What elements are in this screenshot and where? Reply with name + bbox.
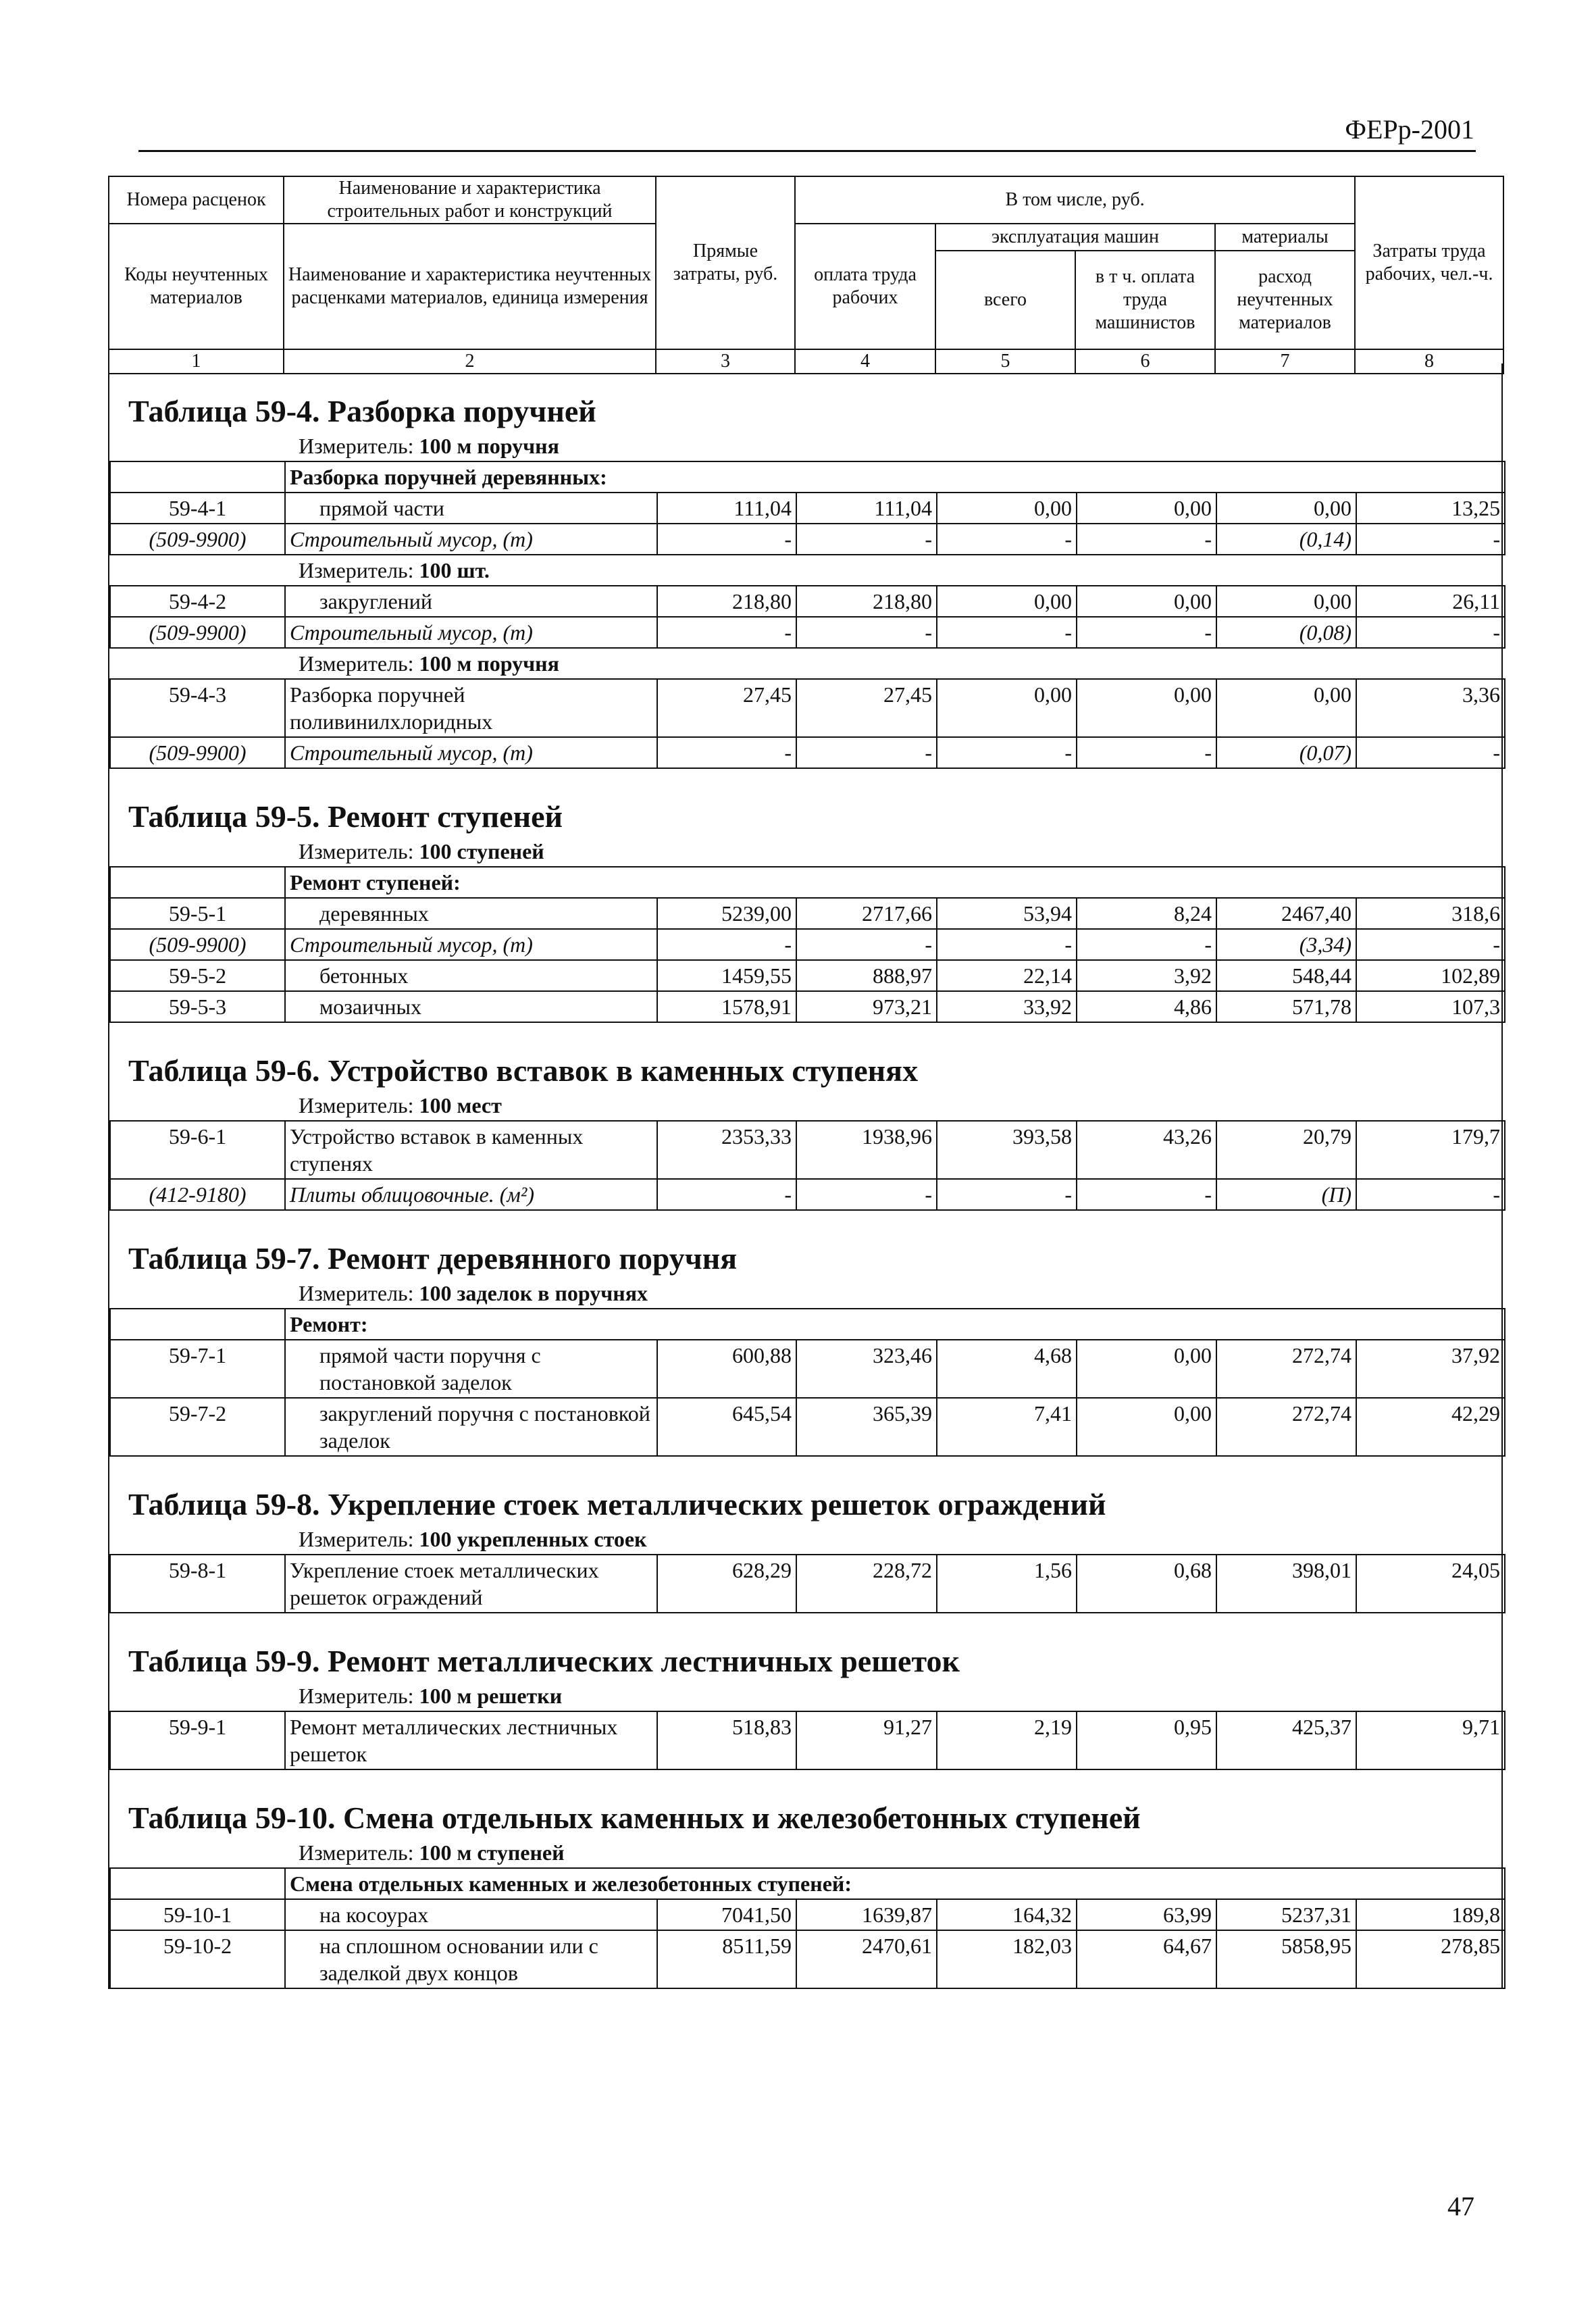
value-cell: 102,89 bbox=[1356, 960, 1505, 991]
value-cell: (0,14) bbox=[1216, 524, 1356, 555]
measure-value: 100 заделок в поручнях bbox=[419, 1281, 648, 1305]
header-incl: В том числе, руб. bbox=[795, 176, 1355, 224]
value-cell: 0,00 bbox=[937, 679, 1077, 737]
value-cell: 182,03 bbox=[937, 1930, 1077, 1988]
group-row bbox=[110, 1309, 1505, 1340]
rate-code: 59-9-1 bbox=[110, 1711, 285, 1769]
value-cell: 8511,59 bbox=[657, 1930, 796, 1988]
measure-label: Измеритель: bbox=[299, 1527, 414, 1551]
value-cell: 0,00 bbox=[1216, 679, 1356, 737]
value-cell: 24,05 bbox=[1356, 1555, 1505, 1613]
value-cell: 107,3 bbox=[1356, 991, 1505, 1022]
value-cell: 27,45 bbox=[657, 679, 796, 737]
value-cell: (3,34) bbox=[1216, 929, 1356, 960]
measure-label: Измеритель: bbox=[299, 1840, 414, 1865]
value-cell: 398,01 bbox=[1216, 1555, 1356, 1613]
value-cell: 33,92 bbox=[937, 991, 1077, 1022]
header-col4: оплата труда рабочих bbox=[795, 224, 935, 349]
header-col1-bottom: Коды неучтенных материалов bbox=[109, 224, 284, 349]
header-num: 8 bbox=[1355, 349, 1503, 374]
value-cell: - bbox=[796, 737, 937, 768]
value-cell: - bbox=[657, 524, 796, 555]
value-cell: 0,00 bbox=[1077, 679, 1216, 737]
value-cell: - bbox=[796, 1179, 937, 1210]
material-code: (509-9900) bbox=[110, 737, 285, 768]
table-row bbox=[110, 898, 1505, 929]
rates-table bbox=[109, 461, 1505, 555]
rate-code: 59-7-2 bbox=[110, 1398, 285, 1456]
header-num: 2 bbox=[284, 349, 656, 374]
value-cell: - bbox=[657, 929, 796, 960]
material-row bbox=[110, 1179, 1505, 1210]
value-cell: 272,74 bbox=[1216, 1398, 1356, 1456]
header-col1-top: Номера расценок bbox=[109, 176, 284, 224]
section-title: Таблица 59-7. Ремонт деревянного поручня bbox=[128, 1241, 738, 1276]
table-row bbox=[110, 1555, 1505, 1613]
value-cell: - bbox=[1077, 617, 1216, 648]
value-cell: 228,72 bbox=[796, 1555, 937, 1613]
section-title: Таблица 59-9. Ремонт металлических лестничных решеток bbox=[128, 1644, 960, 1678]
section-title: Таблица 59-4. Разборка поручней bbox=[128, 394, 596, 428]
material-row bbox=[110, 929, 1505, 960]
value-cell: 27,45 bbox=[796, 679, 937, 737]
value-cell: 37,92 bbox=[1356, 1340, 1505, 1398]
value-cell: - bbox=[1077, 929, 1216, 960]
section bbox=[108, 363, 1503, 769]
section-title: Таблица 59-8. Укрепление стоек металлических решеток ограждений bbox=[128, 1487, 1106, 1521]
header-num: 6 bbox=[1075, 349, 1215, 374]
rate-code: 59-8-1 bbox=[110, 1555, 285, 1613]
work-name: на сплошном основании или с заделкой двух концов bbox=[285, 1930, 657, 1988]
measure-unit bbox=[109, 1681, 1501, 1711]
value-cell: 5237,31 bbox=[1216, 1899, 1356, 1930]
value-cell: 1938,96 bbox=[796, 1121, 937, 1179]
material-code: (509-9900) bbox=[110, 617, 285, 648]
section bbox=[108, 1211, 1503, 1457]
value-cell: - bbox=[796, 929, 937, 960]
value-cell: 4,86 bbox=[1077, 991, 1216, 1022]
section bbox=[108, 1770, 1503, 1989]
measure-unit bbox=[109, 649, 1501, 678]
value-cell: 9,71 bbox=[1356, 1711, 1505, 1769]
measure-label: Измеритель: bbox=[299, 1093, 414, 1117]
header-num: 7 bbox=[1215, 349, 1355, 374]
material-name: Строительный мусор, (т) bbox=[285, 737, 657, 768]
rates-table bbox=[109, 1867, 1505, 1989]
table-row bbox=[110, 1930, 1505, 1988]
value-cell: 26,11 bbox=[1356, 586, 1505, 617]
value-cell: 4,68 bbox=[937, 1340, 1077, 1398]
value-cell: 3,36 bbox=[1356, 679, 1505, 737]
rates-table bbox=[109, 866, 1505, 1023]
value-cell: 2470,61 bbox=[796, 1930, 937, 1988]
value-cell: 0,00 bbox=[1077, 493, 1216, 524]
header-col2-bottom: Наименование и характеристика неучтенных расценками материалов, единица измерения bbox=[284, 224, 656, 349]
value-cell: - bbox=[657, 737, 796, 768]
value-cell: 2353,33 bbox=[657, 1121, 796, 1179]
value-cell: 0,00 bbox=[1077, 1340, 1216, 1398]
value-cell: 43,26 bbox=[1077, 1121, 1216, 1179]
section bbox=[108, 1023, 1503, 1211]
rate-code: 59-4-1 bbox=[110, 493, 285, 524]
measure-unit bbox=[109, 1090, 1501, 1120]
value-cell: 2717,66 bbox=[796, 898, 937, 929]
value-cell: 111,04 bbox=[796, 493, 937, 524]
value-cell: 7041,50 bbox=[657, 1899, 796, 1930]
value-cell: 64,67 bbox=[1077, 1930, 1216, 1988]
value-cell: - bbox=[1356, 929, 1505, 960]
value-cell: 1639,87 bbox=[796, 1899, 937, 1930]
value-cell: 42,29 bbox=[1356, 1398, 1505, 1456]
value-cell: 1578,91 bbox=[657, 991, 796, 1022]
value-cell: 628,29 bbox=[657, 1555, 796, 1613]
value-cell: - bbox=[1077, 524, 1216, 555]
header-num: 1 bbox=[109, 349, 284, 374]
measure-label: Измеритель: bbox=[299, 434, 414, 458]
value-cell: - bbox=[1356, 617, 1505, 648]
document-code: ФЕРр-2001 bbox=[1345, 114, 1474, 145]
measure-unit bbox=[109, 1524, 1501, 1554]
rate-code: 59-5-2 bbox=[110, 960, 285, 991]
header-num: 3 bbox=[656, 349, 795, 374]
header-machines: эксплуатация машин bbox=[935, 224, 1215, 251]
work-name: Ремонт металлических лестничных решеток bbox=[285, 1711, 657, 1769]
header-col3: Прямые затраты, руб. bbox=[656, 176, 795, 349]
page-number: 47 bbox=[1447, 2191, 1474, 2221]
section-title: Таблица 59-10. Смена отдельных каменных и железобетонных ступеней bbox=[128, 1801, 1141, 1835]
header-col6: в т ч. оплата труда машинистов bbox=[1075, 251, 1215, 349]
work-name: Укрепление стоек металлических решеток ограждений bbox=[285, 1555, 657, 1613]
value-cell: 218,80 bbox=[796, 586, 937, 617]
material-code: (412-9180) bbox=[110, 1179, 285, 1210]
work-name: бетонных bbox=[285, 960, 657, 991]
material-row bbox=[110, 524, 1505, 555]
measure-label: Измеритель: bbox=[299, 1684, 414, 1708]
value-cell: - bbox=[1356, 524, 1505, 555]
group-row bbox=[110, 867, 1505, 898]
empty-cell bbox=[110, 1868, 285, 1899]
measure-label: Измеритель: bbox=[299, 1281, 414, 1305]
measure-label: Измеритель: bbox=[299, 558, 414, 582]
measure-unit bbox=[109, 836, 1501, 866]
value-cell: 600,88 bbox=[657, 1340, 796, 1398]
value-cell: 1459,55 bbox=[657, 960, 796, 991]
value-cell: - bbox=[937, 929, 1077, 960]
value-cell: - bbox=[1077, 737, 1216, 768]
value-cell: 22,14 bbox=[937, 960, 1077, 991]
measure-value: 100 м поручня bbox=[419, 434, 559, 458]
value-cell: 8,24 bbox=[1077, 898, 1216, 929]
measure-label: Измеритель: bbox=[299, 651, 414, 676]
material-name: Строительный мусор, (т) bbox=[285, 929, 657, 960]
table-row bbox=[110, 1899, 1505, 1930]
value-cell: - bbox=[937, 617, 1077, 648]
table-row bbox=[110, 1121, 1505, 1179]
value-cell: 0,00 bbox=[937, 586, 1077, 617]
empty-cell bbox=[110, 867, 285, 898]
value-cell: 0,00 bbox=[1216, 493, 1356, 524]
rates-table bbox=[109, 1554, 1505, 1613]
value-cell: - bbox=[1356, 1179, 1505, 1210]
value-cell: - bbox=[796, 524, 937, 555]
measure-value: 100 шт. bbox=[419, 558, 490, 582]
value-cell: 179,7 bbox=[1356, 1121, 1505, 1179]
measure-unit bbox=[109, 431, 1501, 461]
tables-content bbox=[108, 363, 1503, 1989]
group-row bbox=[110, 461, 1505, 493]
group-title: Разборка поручней деревянных: bbox=[285, 461, 1505, 493]
value-cell: 5239,00 bbox=[657, 898, 796, 929]
group-title: Смена отдельных каменных и железобетонных ступеней: bbox=[285, 1868, 1505, 1899]
work-name: мозаичных bbox=[285, 991, 657, 1022]
value-cell: - bbox=[1077, 1179, 1216, 1210]
empty-cell bbox=[110, 1309, 285, 1340]
work-name: закруглений bbox=[285, 586, 657, 617]
work-name: прямой части поручня с постановкой заделок bbox=[285, 1340, 657, 1398]
value-cell: (П) bbox=[1216, 1179, 1356, 1210]
value-cell: 189,8 bbox=[1356, 1899, 1505, 1930]
value-cell: 323,46 bbox=[796, 1340, 937, 1398]
rate-code: 59-10-2 bbox=[110, 1930, 285, 1988]
table-row bbox=[110, 493, 1505, 524]
rates-table bbox=[109, 1120, 1505, 1211]
rates-table bbox=[109, 1711, 1505, 1770]
header-col7: расход неучтенных материалов bbox=[1215, 251, 1355, 349]
material-name: Строительный мусор, (т) bbox=[285, 524, 657, 555]
rate-code: 59-4-3 bbox=[110, 679, 285, 737]
header-col8: Затраты труда рабочих, чел.-ч. bbox=[1355, 176, 1503, 349]
material-code: (509-9900) bbox=[110, 524, 285, 555]
section bbox=[108, 1613, 1503, 1770]
value-cell: 973,21 bbox=[796, 991, 937, 1022]
value-cell: - bbox=[937, 737, 1077, 768]
value-cell: 5858,95 bbox=[1216, 1930, 1356, 1988]
value-cell: (0,07) bbox=[1216, 737, 1356, 768]
rates-table bbox=[109, 1308, 1505, 1457]
value-cell: 3,92 bbox=[1077, 960, 1216, 991]
value-cell: 63,99 bbox=[1077, 1899, 1216, 1930]
group-row bbox=[110, 1868, 1505, 1899]
value-cell: 0,95 bbox=[1077, 1711, 1216, 1769]
value-cell: 272,74 bbox=[1216, 1340, 1356, 1398]
measure-value: 100 укрепленных стоек bbox=[419, 1527, 647, 1551]
value-cell: 111,04 bbox=[657, 493, 796, 524]
material-name: Плиты облицовочные. (м²) bbox=[285, 1179, 657, 1210]
value-cell: 20,79 bbox=[1216, 1121, 1356, 1179]
rate-code: 59-5-3 bbox=[110, 991, 285, 1022]
measure-unit bbox=[109, 555, 1501, 585]
rate-code: 59-10-1 bbox=[110, 1899, 285, 1930]
value-cell: 425,37 bbox=[1216, 1711, 1356, 1769]
value-cell: 365,39 bbox=[796, 1398, 937, 1456]
measure-label: Измеритель: bbox=[299, 839, 414, 863]
value-cell: 571,78 bbox=[1216, 991, 1356, 1022]
table-row bbox=[110, 1398, 1505, 1456]
material-row bbox=[110, 737, 1505, 768]
value-cell: 13,25 bbox=[1356, 493, 1505, 524]
value-cell: 0,68 bbox=[1077, 1555, 1216, 1613]
value-cell: 0,00 bbox=[1216, 586, 1356, 617]
value-cell: 164,32 bbox=[937, 1899, 1077, 1930]
value-cell: - bbox=[657, 617, 796, 648]
value-cell: - bbox=[937, 524, 1077, 555]
section bbox=[108, 769, 1503, 1023]
section bbox=[108, 1457, 1503, 1613]
rates-table bbox=[109, 585, 1505, 649]
value-cell: - bbox=[796, 617, 937, 648]
value-cell: 518,83 bbox=[657, 1711, 796, 1769]
header-col2-top: Наименование и характеристика строительных работ и конструкций bbox=[284, 176, 656, 224]
rate-code: 59-6-1 bbox=[110, 1121, 285, 1179]
work-name: на косоурах bbox=[285, 1899, 657, 1930]
work-name: Разборка поручней поливинилхлоридных bbox=[285, 679, 657, 737]
work-name: закруглений поручня с постановкой заделок bbox=[285, 1398, 657, 1456]
table-row bbox=[110, 991, 1505, 1022]
section-title: Таблица 59-6. Устройство вставок в каменных ступенях bbox=[128, 1053, 919, 1088]
material-name: Строительный мусор, (т) bbox=[285, 617, 657, 648]
value-cell: 888,97 bbox=[796, 960, 937, 991]
work-name: прямой части bbox=[285, 493, 657, 524]
table-row bbox=[110, 1711, 1505, 1769]
measure-value: 100 мест bbox=[419, 1093, 502, 1117]
material-row bbox=[110, 617, 1505, 648]
value-cell: 1,56 bbox=[937, 1555, 1077, 1613]
header-col5: всего bbox=[935, 251, 1075, 349]
value-cell: (0,08) bbox=[1216, 617, 1356, 648]
value-cell: 645,54 bbox=[657, 1398, 796, 1456]
table-row bbox=[110, 1340, 1505, 1398]
empty-cell bbox=[110, 461, 285, 493]
value-cell: 2467,40 bbox=[1216, 898, 1356, 929]
value-cell: - bbox=[657, 1179, 796, 1210]
value-cell: 0,00 bbox=[1077, 586, 1216, 617]
value-cell: 2,19 bbox=[937, 1711, 1077, 1769]
header-materials: материалы bbox=[1215, 224, 1355, 251]
header-num: 4 bbox=[795, 349, 935, 374]
material-code: (509-9900) bbox=[110, 929, 285, 960]
value-cell: 218,80 bbox=[657, 586, 796, 617]
value-cell: 91,27 bbox=[796, 1711, 937, 1769]
table-row bbox=[110, 586, 1505, 617]
rate-code: 59-5-1 bbox=[110, 898, 285, 929]
value-cell: 0,00 bbox=[937, 493, 1077, 524]
table-row bbox=[110, 679, 1505, 737]
value-cell: 393,58 bbox=[937, 1121, 1077, 1179]
rates-table bbox=[109, 678, 1505, 769]
value-cell: 7,41 bbox=[937, 1398, 1077, 1456]
measure-value: 100 м ступеней bbox=[419, 1840, 565, 1865]
work-name: деревянных bbox=[285, 898, 657, 929]
measure-value: 100 ступеней bbox=[419, 839, 544, 863]
rate-code: 59-7-1 bbox=[110, 1340, 285, 1398]
table-header bbox=[108, 176, 1504, 374]
top-rule bbox=[138, 150, 1476, 152]
section-title: Таблица 59-5. Ремонт ступеней bbox=[128, 799, 563, 834]
value-cell: 278,85 bbox=[1356, 1930, 1505, 1988]
work-name: Устройство вставок в каменных ступенях bbox=[285, 1121, 657, 1179]
table-row bbox=[110, 960, 1505, 991]
value-cell: 53,94 bbox=[937, 898, 1077, 929]
value-cell: - bbox=[937, 1179, 1077, 1210]
header-num: 5 bbox=[935, 349, 1075, 374]
value-cell: 548,44 bbox=[1216, 960, 1356, 991]
measure-value: 100 м решетки bbox=[419, 1684, 563, 1708]
value-cell: 0,00 bbox=[1077, 1398, 1216, 1456]
group-title: Ремонт: bbox=[285, 1309, 1505, 1340]
value-cell: - bbox=[1356, 737, 1505, 768]
measure-value: 100 м поручня bbox=[419, 651, 559, 676]
rate-code: 59-4-2 bbox=[110, 586, 285, 617]
value-cell: 318,6 bbox=[1356, 898, 1505, 929]
group-title: Ремонт ступеней: bbox=[285, 867, 1505, 898]
measure-unit bbox=[109, 1278, 1501, 1308]
measure-unit bbox=[109, 1838, 1501, 1867]
